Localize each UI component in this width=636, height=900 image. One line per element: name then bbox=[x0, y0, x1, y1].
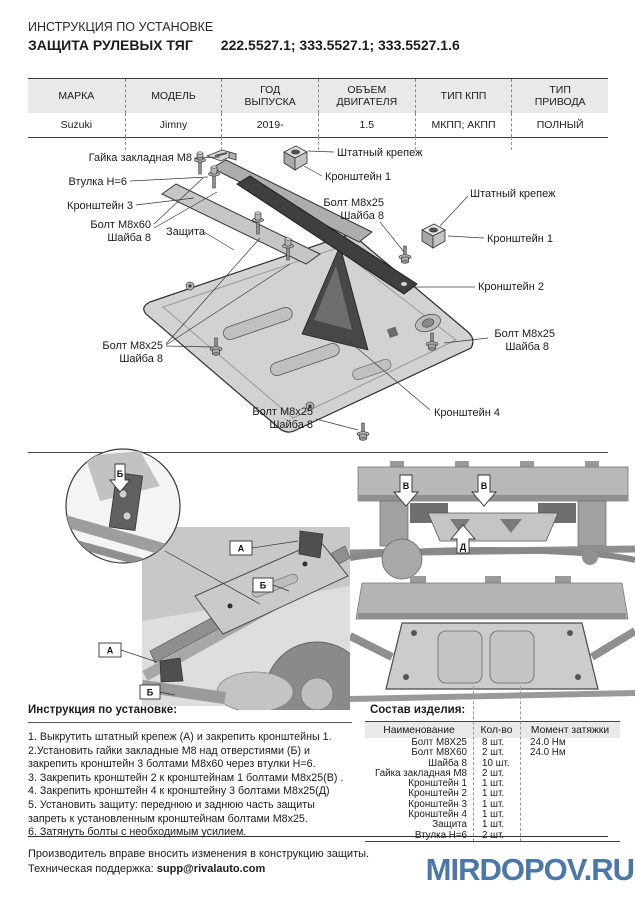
photo-front-installed bbox=[350, 576, 635, 699]
parts-row: Болт М8Х60 2 шт. 24.0 Нм bbox=[411, 747, 566, 759]
instruction-step: 2.Установить гайки закладные М8 над отверстиями (Б) и закрепить кронштейн 3 болтами М8х60 через втулки Н=6. bbox=[28, 744, 316, 771]
label-bracket2: Кронштейн 2 bbox=[478, 281, 544, 293]
doc-title-row bbox=[28, 37, 460, 53]
watermark: MIRDOPOV.RU bbox=[425, 852, 634, 887]
instruction-step: 5. Установить защиту: переднюю и заднюю часть защиты запреть к установленным кронштейнам болтами М8х25. bbox=[28, 798, 315, 825]
label-bolt25-left: Болт М8х25 bbox=[102, 340, 163, 352]
doc-subtitle: ИНСТРУКЦИЯ ПО УСТАНОВКЕ bbox=[28, 20, 214, 34]
parts-table bbox=[365, 721, 620, 842]
instruction-step: 4. Закрепить кронштейн 4 к кронштейну 3 болтами М8х25(Д) bbox=[28, 785, 330, 798]
parts-row: Кронштейн 3 1 шт. bbox=[408, 798, 505, 810]
flag-a: А bbox=[106, 645, 114, 656]
flag-b: Б bbox=[146, 687, 154, 698]
parts-row: Гайка закладная М8 2 шт. bbox=[374, 767, 505, 779]
cell-gearbox: МКПП; АКПП bbox=[415, 113, 512, 137]
photo-front-views bbox=[350, 461, 635, 710]
label-washer: Шайба 8 bbox=[107, 232, 151, 244]
label-washer: Шайба 8 bbox=[269, 419, 313, 431]
bolt-m8x60 bbox=[195, 152, 206, 174]
label-bushing: Втулка Н=6 bbox=[68, 176, 127, 188]
label-stock-right: Штатный крепеж bbox=[470, 188, 556, 200]
label-bolt25-right: Болт М8х25 bbox=[494, 328, 555, 340]
slide-nut-m8 bbox=[207, 150, 236, 161]
instruction-step: 6. Затянуть болты с необходимым усилием. bbox=[28, 826, 247, 839]
stock-bracket-spot bbox=[299, 531, 323, 558]
instructions-section bbox=[28, 704, 352, 840]
document-header bbox=[28, 20, 460, 53]
parts-row: Кронштейн 2 1 шт. bbox=[408, 788, 505, 800]
svg-text:В: В bbox=[402, 481, 410, 491]
bolt-m8x25 bbox=[399, 246, 411, 263]
parts-row: Защита 1 шт. bbox=[432, 819, 505, 831]
support-email: supp@rivalauto.com bbox=[156, 863, 266, 875]
label-guard: Защита bbox=[166, 226, 205, 238]
parts-list-heading: Состав изделия: bbox=[370, 704, 466, 716]
cell-engine: 1.5 bbox=[318, 113, 415, 137]
label-bracket3: Кронштейн 3 bbox=[67, 200, 133, 212]
flag-a: А bbox=[237, 543, 245, 554]
flag-b: Б bbox=[259, 580, 267, 591]
instructions-underline bbox=[28, 722, 352, 723]
mounted-bracket-plate bbox=[428, 513, 558, 541]
label-bracket4: Кронштейн 4 bbox=[434, 407, 500, 419]
cell-drive: ПОЛНЫЙ bbox=[511, 113, 608, 137]
label-stock-top: Штатный крепеж bbox=[337, 147, 423, 159]
product-codes: 222.5527.1; 333.5527.1; 333.5527.1.6 bbox=[220, 37, 460, 53]
vehicle-table-header-row: МАРКА МОДЕЛЬ ГОД ВЫПУСКА ОБЪЕМ ДВИГАТЕЛЯ ТИП КПП ТИП ПРИВОДА bbox=[28, 79, 608, 113]
instructions-heading: Инструкция по установке: bbox=[28, 704, 178, 716]
cell-model: Jimny bbox=[125, 113, 222, 137]
stock-clamp-right bbox=[422, 224, 445, 248]
label-bracket1-top: Кронштейн 1 bbox=[325, 171, 391, 183]
photo-front-brackets bbox=[350, 461, 635, 579]
svg-text:Д: Д bbox=[459, 542, 467, 552]
cell-brand: Suzuki bbox=[60, 119, 93, 131]
differential bbox=[382, 539, 422, 579]
parts-row: Шайба 8 10 шт. bbox=[428, 757, 510, 769]
label-washer: Шайба 8 bbox=[505, 341, 549, 353]
label-washer: Шайба 8 bbox=[119, 353, 163, 365]
label-washer: Шайба 8 bbox=[340, 210, 384, 222]
footer bbox=[28, 847, 369, 877]
instruction-step: 1. Выкрутить штатный крепеж (А) и закрепить кронштейны 1. bbox=[28, 731, 332, 743]
instruction-step: 3. Закрепить кронштейн 2 к кронштейнам 1 болтами М8х25(В) . bbox=[28, 771, 344, 784]
parts-row: Втулка Н=6 2 шт. bbox=[414, 829, 505, 841]
footer-support-line: Техническая поддержка: supp@rivalauto.com bbox=[28, 863, 266, 875]
parts-row: Кронштейн 1 1 шт. bbox=[408, 778, 505, 790]
label-bolt25-bottom: Болт М8х25 bbox=[252, 406, 313, 418]
label-bolt25-upper: Болт М8х25 bbox=[323, 197, 384, 209]
stock-clamp-top bbox=[284, 146, 307, 170]
svg-text:Б: Б bbox=[116, 469, 124, 479]
vehicle-table-data-row bbox=[28, 113, 608, 137]
label-bracket1-right: Кронштейн 1 bbox=[487, 233, 553, 245]
svg-text:В: В bbox=[480, 481, 488, 491]
parts-list-section bbox=[365, 704, 620, 842]
label-bolt60: Болт М8х60 bbox=[90, 219, 151, 231]
photo-underbody-angle bbox=[65, 446, 350, 710]
parts-table-header: Наименование Кол-во Момент затяжки bbox=[365, 722, 620, 738]
product-title: ЗАЩИТА РУЛЕВЫХ ТЯГ bbox=[28, 37, 193, 53]
parts-row: Кронштейн 4 1 шт. bbox=[408, 809, 505, 821]
parts-row: Болт М8Х25 8 шт. 24.0 Нм bbox=[411, 737, 566, 748]
cell-year: 2019- bbox=[221, 113, 318, 137]
assembly-diagram bbox=[0, 138, 636, 456]
footer-disclaimer: Производитель вправе вносить изменения в конструкцию защиты. bbox=[28, 848, 370, 860]
label-slide-nut: Гайка закладная М8 bbox=[88, 152, 192, 164]
bolt-m8x25 bbox=[357, 423, 369, 440]
vehicle-table bbox=[28, 78, 608, 138]
